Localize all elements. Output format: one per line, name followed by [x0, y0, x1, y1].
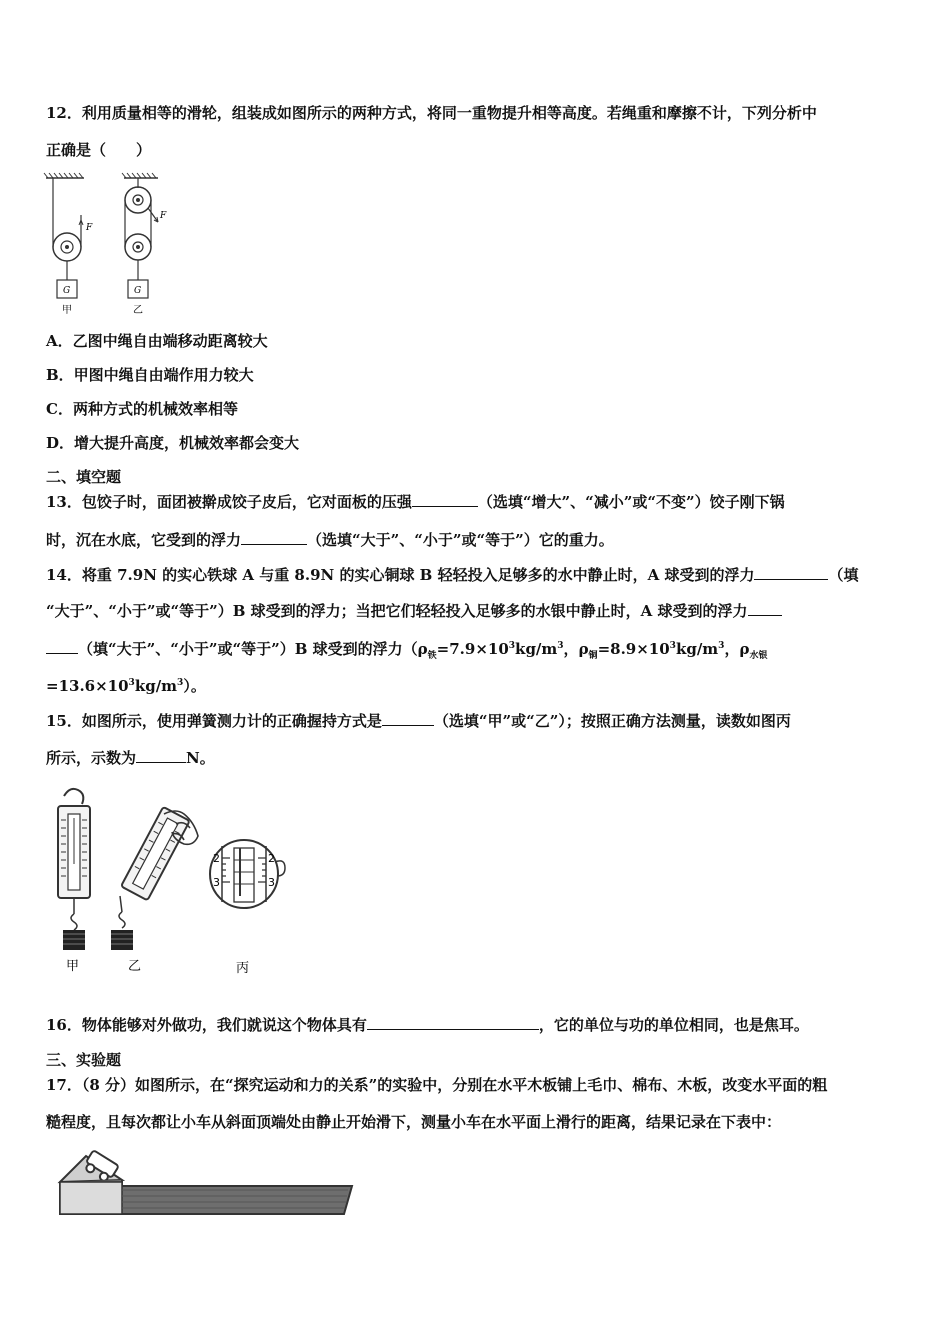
q14-blank-2b[interactable]: [46, 639, 78, 654]
q14-sub-copper: 铜: [588, 651, 598, 661]
q15-text-2b: N。: [186, 749, 215, 767]
weight-label-right: G: [134, 286, 142, 296]
q14-exp-2: 3: [669, 641, 676, 651]
q15-blank-1[interactable]: [382, 711, 434, 726]
q14-exp-unit-3: 3: [177, 678, 184, 688]
q14-line3: （填“大于”、“小于”或“等于”）B 球受到的浮力（$\rho_铁=7.9\times 10^3kg/m^3$，$\rho_铜=8.9\times 10^3kg/m^3$，$\rho_{水银}$: [46, 639, 767, 659]
q13-text-2a: 时，沉在水底，它受到的浮力: [46, 531, 242, 549]
q17-line2: 糙程度，且每次都让小车从斜面顶端处由静止开始滑下，测量小车在水平面上滑行的距离，结果记录在下表中：: [46, 1113, 782, 1131]
q12-option-c: C．两种方式的机械效率相等: [46, 400, 238, 418]
pulley-system-right: [122, 173, 158, 298]
q12-stem-line2: 正确是（ ）: [46, 141, 152, 159]
q15-text-2a: 所示，示数为: [46, 749, 137, 767]
q13-blank-2[interactable]: [241, 530, 307, 545]
q14-text-4-end: ）。: [183, 677, 206, 695]
q14-unit-3: kg/m: [134, 677, 178, 695]
q12-option-a: A．乙图中绳自由端移动距离较大: [46, 332, 268, 350]
spring-scale-jia: [58, 789, 90, 950]
force-label-right: F: [160, 211, 167, 221]
q15-text-1b: （选填“甲”或“乙”）；按照正确方法测量，读数如图丙: [433, 712, 791, 730]
tick-label-3-right: 3: [268, 876, 275, 889]
q13-text-1b: （选填“增大”、“减小”或“不变”）饺子刚下锅: [477, 493, 785, 511]
q14-val-iron: =7.9×10: [436, 640, 509, 658]
tick-label-3-left: 3: [213, 876, 220, 889]
q17-line1: 17．（8 分）如图所示，在“探究运动和力的关系”的实验中，分别在水平木板铺上毛巾、棉布、木板，改变水平面的粗: [46, 1076, 828, 1094]
section-fill-blank-title: 二、填空题: [46, 468, 122, 486]
label-yi-scale: 乙: [128, 959, 142, 974]
q15-line2: [46, 748, 215, 768]
q14-text-2a: “大于”、“小于”或“等于”）B 球受到的浮力；当把它们轻轻投入足够多的水银中静止时，A 球受到的浮力: [46, 602, 748, 620]
spring-scale-figure: [44, 784, 304, 980]
pulley-figure: [40, 170, 170, 320]
q14-exp-unit-1: 3: [557, 641, 564, 651]
q14-unit-1: kg/m: [515, 640, 558, 658]
q14-text-3a: （填“大于”、“小于”或“等于”）B 球受到的浮力（ρ: [78, 640, 428, 658]
q14-exp-1: 3: [508, 641, 516, 651]
q13-blank-1[interactable]: [412, 492, 478, 507]
q14-val-copper: =8.9×10: [597, 640, 670, 658]
tick-label-2-right: 2: [268, 852, 275, 865]
q16-text-a: 16．物体能够对外做功，我们就说这个物体具有: [46, 1016, 367, 1034]
q12-option-d: D．增大提升高度，机械效率都会变大: [46, 434, 300, 452]
pulley-system-left: [44, 173, 84, 298]
label-bing-scale: 丙: [236, 961, 250, 976]
label-jia-scale: 甲: [66, 959, 80, 974]
q14-line2: [46, 601, 782, 621]
q16-blank[interactable]: [367, 1015, 539, 1030]
q13-text-2b: （选填“大于”、“小于”或“等于”）它的重力。: [307, 531, 614, 549]
q14-line4: [46, 676, 206, 696]
q14-unit-2: kg/m: [675, 640, 719, 658]
q15-blank-2[interactable]: [136, 748, 186, 763]
q14-sub-mercury: 水银: [749, 651, 768, 661]
q15-line1: [46, 711, 791, 731]
q13-text-1a: 13．包饺子时，面团被擀成饺子皮后，它对面板的压强: [46, 493, 412, 511]
q14-sub-iron: 铁: [427, 651, 437, 661]
q14-exp-3: 3: [128, 678, 135, 688]
q14-rho-copper: ρ: [578, 640, 589, 658]
scale-reading-detail: [210, 840, 285, 908]
q14-line1: [46, 565, 858, 585]
tick-label-2-left: 2: [213, 852, 220, 865]
q14-blank-1[interactable]: [754, 565, 828, 580]
q14-text-1b: （填: [828, 566, 859, 584]
section-experiment-title: 三、实验题: [46, 1051, 122, 1069]
label-yi: 乙: [133, 305, 143, 316]
q15-text-1a: 15．如图所示，使用弹簧测力计的正确握持方式是: [46, 712, 382, 730]
q16-text-b: ，它的单位与功的单位相同，也是焦耳。: [538, 1016, 809, 1034]
q14-blank-2a[interactable]: [748, 601, 782, 616]
q14-text-4: =13.6×10: [46, 677, 129, 695]
label-jia: 甲: [62, 305, 72, 316]
force-label-left: F: [86, 223, 93, 233]
spring-scale-yi: [111, 807, 198, 950]
q14-text-1a: 14．将重 7.9N 的实心铁球 A 与重 8.9N 的实心铜球 B 轻轻投入足够多的水中静止时，A 球受到的浮力: [46, 566, 755, 584]
q16-line: [46, 1015, 809, 1035]
q14-exp-unit-2: 3: [718, 641, 725, 651]
incline-cart-figure: [56, 1146, 356, 1220]
q14-rho-mercury: ρ: [739, 640, 750, 658]
q13-line1: [46, 492, 785, 512]
q12-stem-line1: 12．利用质量相等的滑轮，组装成如图所示的两种方式，将同一重物提升相等高度。若绳重和摩擦不计，下列分析中: [46, 104, 817, 122]
weight-label-left: G: [63, 286, 71, 296]
q13-line2: [46, 530, 614, 550]
q12-option-b: B．甲图中绳自由端作用力较大: [46, 366, 254, 384]
